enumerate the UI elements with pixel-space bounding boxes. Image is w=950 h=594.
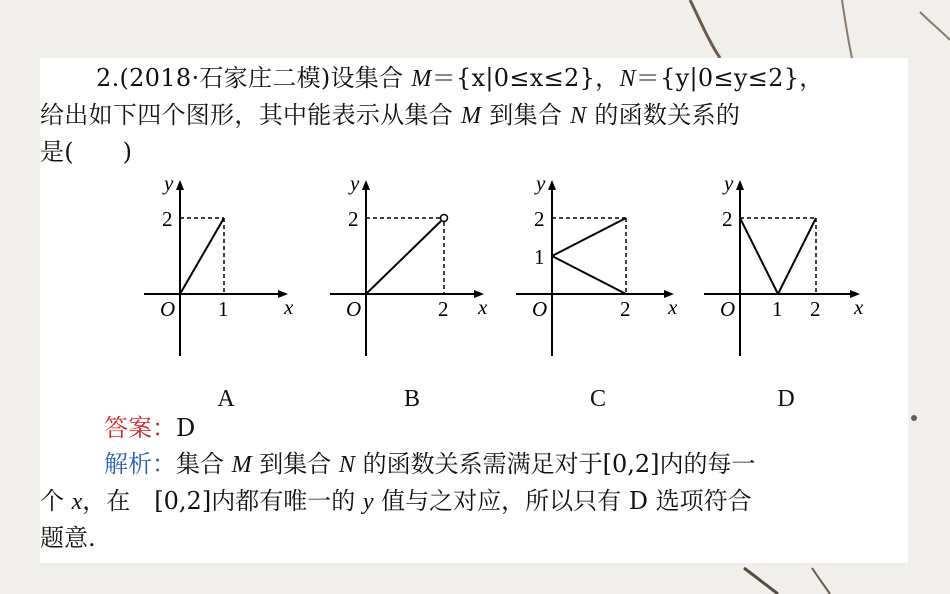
y-axis-label: y bbox=[350, 176, 360, 195]
x-tick-1: 1 bbox=[772, 297, 783, 321]
question-number: 2. bbox=[96, 64, 120, 92]
y-axis-label: y bbox=[724, 176, 734, 195]
figure-c bbox=[508, 176, 688, 416]
figure-c-label: C bbox=[589, 386, 606, 412]
analysis-label: 解析： bbox=[104, 450, 176, 478]
x-tick-1: 1 bbox=[218, 297, 229, 321]
figure-group bbox=[136, 176, 896, 416]
x-axis-label: x bbox=[668, 295, 678, 319]
x-axis-label: x bbox=[854, 295, 864, 319]
question-source: (2018·石家庄二模) bbox=[119, 64, 331, 92]
y-tick-2: 2 bbox=[348, 207, 359, 231]
figure-a bbox=[136, 176, 316, 416]
origin-label: O bbox=[720, 297, 736, 321]
answer-value: D bbox=[176, 414, 196, 442]
figure-d-label: D bbox=[777, 386, 795, 412]
answer-label: 答案： bbox=[104, 414, 176, 442]
figure-d bbox=[696, 176, 876, 416]
x-tick-2: 2 bbox=[620, 297, 631, 321]
y-tick-2: 2 bbox=[162, 207, 173, 231]
question-text: 2.(2018·石家庄二模)设集合 M＝{x|0≤x≤2}，N＝{y|0≤y≤2}， 给出如下四个图形，其中能表示从集合 M 到集合 N 的函数关系的 是( ) bbox=[40, 64, 824, 166]
answer-block: 答案：D 解析：集合 M 到集合 N 的函数关系需满足对于[0,2]内的每一 个 x，在 [0,2]内都有唯一的 y 值与之对应，所以只有 D 选项符合 题意. bbox=[40, 414, 756, 552]
figure-b-label: B bbox=[403, 386, 420, 412]
figure-a-label: A bbox=[217, 386, 235, 412]
x-axis-label: x bbox=[478, 295, 488, 319]
x-tick-2: 2 bbox=[810, 297, 821, 321]
origin-label: O bbox=[160, 297, 176, 321]
x-tick-2: 2 bbox=[438, 297, 449, 321]
origin-label: O bbox=[532, 297, 548, 321]
y-tick-2: 2 bbox=[722, 207, 733, 231]
y-tick-2: 2 bbox=[534, 207, 545, 231]
x-axis-label: x bbox=[284, 295, 294, 319]
y-axis-label: y bbox=[164, 176, 174, 195]
content-panel bbox=[40, 58, 908, 563]
origin-label: O bbox=[346, 297, 362, 321]
y-axis-label: y bbox=[536, 176, 546, 195]
y-tick-1: 1 bbox=[534, 245, 545, 269]
figure-b bbox=[322, 176, 502, 416]
